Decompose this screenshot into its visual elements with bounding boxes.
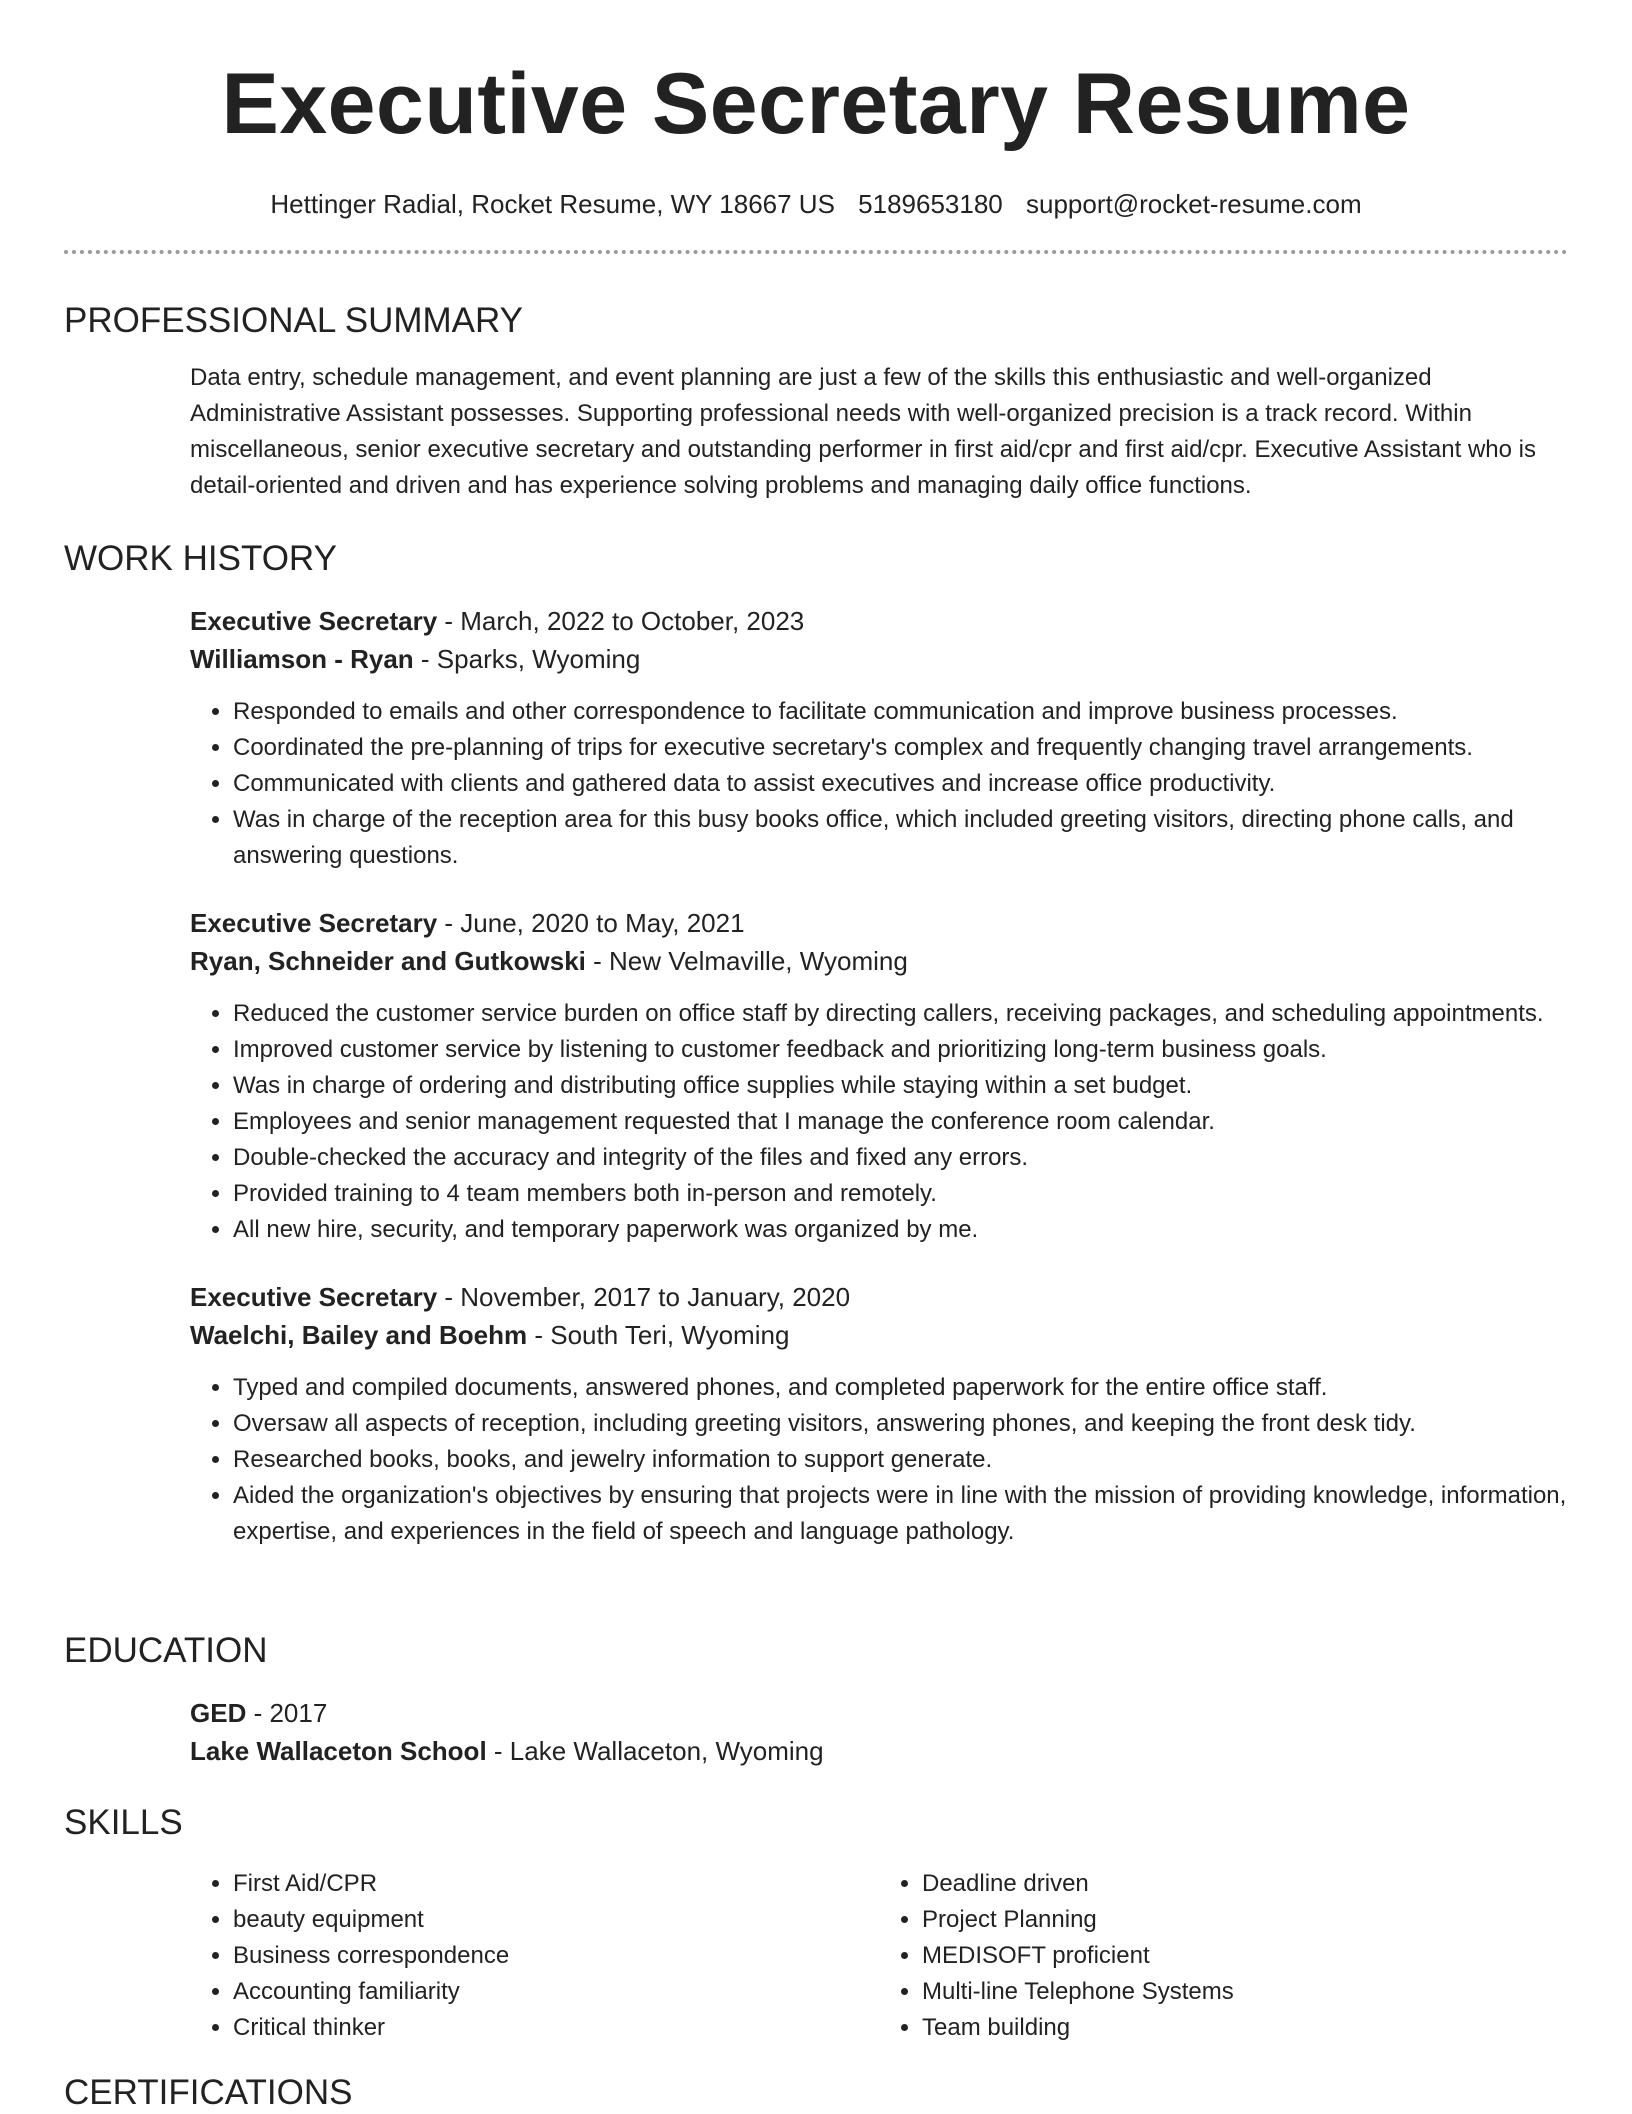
- list-item: • Oversaw all aspects of reception, including greeting visitors, answering phones, and keeping the front desk tidy.: [233, 1406, 1568, 1442]
- skills-list-right: [879, 1866, 1568, 2046]
- job-company-line: [190, 942, 1568, 980]
- education-school: Lake Wallaceton School: [190, 1736, 487, 1766]
- job-entry: [190, 904, 1568, 1248]
- list-item: • Responded to emails and other correspondence to facilitate communication and improve business processes.: [233, 694, 1568, 730]
- list-item: • Was in charge of the reception area for this busy books office, which included greeting visitors, directing phone calls, and answering questions.: [233, 802, 1568, 874]
- list-item: • Reduced the customer service burden on office staff by directing callers, receiving packages, and scheduling appointments.: [233, 996, 1568, 1032]
- job-role: Executive Secretary: [190, 606, 438, 636]
- list-item: • Deadline driven: [922, 1866, 1568, 1902]
- job-location: - South Teri, Wyoming: [527, 1320, 790, 1350]
- contact-address: Hettinger Radial, Rocket Resume, WY 18667 US: [270, 189, 835, 219]
- list-item: • Employees and senior management requested that I manage the conference room calendar.: [233, 1104, 1568, 1140]
- job-company: Williamson - Ryan: [190, 644, 414, 674]
- contact-phone: 5189653180: [858, 189, 1003, 219]
- list-item: • Multi-line Telephone Systems: [922, 1974, 1568, 2010]
- contact-email: support@rocket-resume.com: [1026, 189, 1362, 219]
- list-item: • All new hire, security, and temporary paperwork was organized by me.: [233, 1212, 1568, 1248]
- skills-grid: [190, 1866, 1568, 2046]
- job-company-line: [190, 640, 1568, 678]
- resume-title: Executive Secretary Resume: [221, 56, 1411, 152]
- job-dates: - June, 2020 to May, 2021: [437, 908, 745, 938]
- job-entry: [190, 1278, 1568, 1550]
- list-item: • Coordinated the pre-planning of trips for executive secretary's complex and frequently changing travel arrangements.: [233, 730, 1568, 766]
- list-item: • Communicated with clients and gathered data to assist executives and increase office productivity.: [233, 766, 1568, 802]
- skills-section: [0, 1802, 1632, 2046]
- work-history-section: [0, 538, 1632, 1550]
- header-divider: [64, 250, 1568, 254]
- job-location: - New Velmaville, Wyoming: [585, 946, 908, 976]
- job-company: Waelchi, Bailey and Boehm: [190, 1320, 528, 1350]
- list-item: • Typed and compiled documents, answered phones, and completed paperwork for the entire office staff.: [233, 1370, 1568, 1406]
- list-item: • Accounting familiarity: [233, 1974, 879, 2010]
- work-history-heading: WORK HISTORY: [64, 539, 337, 578]
- job-title-line: [190, 602, 1568, 640]
- job-dates: - November, 2017 to January, 2020: [437, 1282, 851, 1312]
- list-item: • Double-checked the accuracy and integrity of the files and fixed any errors.: [233, 1140, 1568, 1176]
- job-company-line: [190, 1316, 1568, 1354]
- job-location: - Sparks, Wyoming: [413, 644, 641, 674]
- job-role: Executive Secretary: [190, 908, 438, 938]
- education-school-line: [190, 1732, 1568, 1770]
- certifications-section: [0, 2072, 1632, 2114]
- job-bullets: [190, 1370, 1568, 1550]
- education-degree: GED: [190, 1698, 247, 1728]
- job-title-line: [190, 904, 1568, 942]
- job-title-line: [190, 1278, 1568, 1316]
- education-section: [0, 1630, 1632, 1770]
- job-company: Ryan, Schneider and Gutkowski: [190, 946, 586, 976]
- skills-heading: SKILLS: [64, 1803, 183, 1842]
- summary-heading: PROFESSIONAL SUMMARY: [64, 301, 523, 340]
- list-item: • Project Planning: [922, 1902, 1568, 1938]
- summary-section: [0, 300, 1632, 504]
- education-year: - 2017: [246, 1698, 328, 1728]
- job-bullets: [190, 996, 1568, 1248]
- list-item: • Aided the organization's objectives by ensuring that projects were in line with the mission of providing knowledge, information, expertise, and experiences in the field of speech and language pathology.: [233, 1478, 1568, 1550]
- education-location: - Lake Wallaceton, Wyoming: [486, 1736, 824, 1766]
- list-item: • First Aid/CPR: [233, 1866, 879, 1902]
- list-item: • Was in charge of ordering and distributing office supplies while staying within a set budget.: [233, 1068, 1568, 1104]
- education-degree-line: [190, 1694, 1568, 1732]
- certifications-heading: CERTIFICATIONS: [64, 2073, 353, 2112]
- list-item: • Business correspondence: [233, 1938, 879, 1974]
- job-entry: [190, 602, 1568, 874]
- job-role: Executive Secretary: [190, 1282, 438, 1312]
- summary-text: Data entry, schedule management, and event planning are just a few of the skills this enthusiastic and well-organized Administrative Assistant possesses. Supporting professional needs with well-organized precision is a track record. Within miscellaneous, senior executive secretary and outstanding performer in first aid/cpr and first aid/cpr. Executive Assistant who is detail-oriented and driven and has experience solving problems and managing daily office functions.: [190, 364, 1536, 499]
- education-heading: EDUCATION: [64, 1631, 268, 1670]
- list-item: • Provided training to 4 team members both in-person and remotely.: [233, 1176, 1568, 1212]
- list-item: • Team building: [922, 2010, 1568, 2046]
- skills-list-left: [190, 1866, 879, 2046]
- list-item: • MEDISOFT proficient: [922, 1938, 1568, 1974]
- job-bullets: [190, 694, 1568, 874]
- list-item: • beauty equipment: [233, 1902, 879, 1938]
- list-item: • Critical thinker: [233, 2010, 879, 2046]
- list-item: • Researched books, books, and jewelry information to support generate.: [233, 1442, 1568, 1478]
- list-item: • Improved customer service by listening to customer feedback and prioritizing long-term business goals.: [233, 1032, 1568, 1068]
- job-dates: - March, 2022 to October, 2023: [437, 606, 805, 636]
- contact-line: [0, 188, 1632, 220]
